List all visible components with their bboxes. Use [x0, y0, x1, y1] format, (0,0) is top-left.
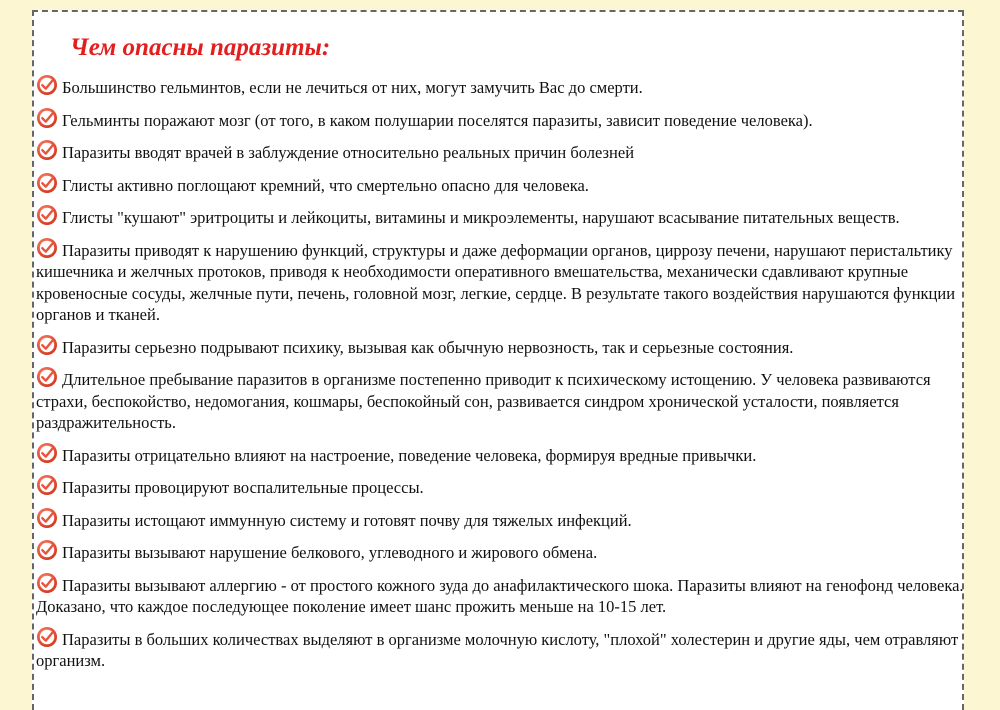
list-item — [36, 507, 966, 540]
list-item-text: Паразиты вызывают нарушение белкового, углеводного и жирового обмена. — [62, 543, 598, 562]
list-item-text: Паразиты истощают иммунную систему и готовят почву для тяжелых инфекций. — [62, 510, 632, 530]
list-item-text: Паразиты отрицательно влияют на настроение, поведение человека, формируя вредные привычки. — [62, 445, 757, 465]
red-checkmark-icon — [36, 539, 58, 561]
red-checkmark-icon — [36, 204, 58, 226]
list-item — [36, 442, 966, 475]
list-item — [36, 74, 966, 107]
list-item — [36, 334, 966, 367]
red-checkmark-icon — [36, 474, 58, 496]
list-item-text: Гельминты поражают мозг (от того, в каком полушарии поселятся паразиты, зависит поведение человека). — [62, 110, 813, 130]
list-item — [36, 366, 966, 442]
list-item-text: Паразиты в больших количествах выделяют в организме молочную кислоту, "плохой" холестерин и другие яды, чем отравляют организм. — [36, 629, 959, 670]
list-item-text: Большинство гельминтов, если не лечиться от них, могут замучить Вас до смерти. — [62, 78, 643, 97]
list-item — [36, 107, 966, 140]
red-checkmark-icon — [36, 107, 58, 129]
list-item — [36, 539, 966, 572]
page-title: Чем опасны паразиты: — [70, 34, 331, 61]
list-item — [36, 572, 966, 626]
red-checkmark-icon — [36, 237, 58, 259]
red-checkmark-icon — [36, 334, 58, 356]
list-item-text: Паразиты серьезно подрывают психику, вызывая как обычную нервозность, так и серьезные состояния. — [62, 337, 794, 357]
list-item — [36, 626, 966, 680]
list-item-text: Паразиты приводят к нарушению функций, структуры и даже деформации органов, циррозу печени, нарушают перистальтику кишечника и желчных протоков, приводя к необходимости оперативного вмешательства, механически сдавливают крупные кровеносные сосуды, желчные пути, печень, головной мозг, легкие, сердце. В результате такого воздействия нарушаются функции органов и тканей. — [36, 240, 956, 324]
red-checkmark-icon — [36, 507, 58, 529]
red-checkmark-icon — [36, 139, 58, 161]
list-item — [36, 204, 966, 237]
red-checkmark-icon — [36, 172, 58, 194]
danger-list — [36, 74, 966, 680]
list-item-text: Длительное пребывание паразитов в организме постепенно приводит к психическому истощению. У человека развиваются страхи, беспокойство, недомогания, кошмары, беспокойный сон, развивается синдром хронической усталости, появляется раздражительность. — [36, 370, 931, 432]
list-item — [36, 172, 966, 205]
list-item — [36, 474, 966, 507]
content-panel — [32, 10, 964, 710]
red-checkmark-icon — [36, 626, 58, 648]
list-item-text: Паразиты вызывают аллергию - от простого кожного зуда до анафилактического шока. Паразиты влияют на генофонд человека. Доказано, что каждое последующее поколение имеет шанс прожить меньше на 10-15 лет. — [36, 575, 964, 616]
red-checkmark-icon — [36, 74, 58, 96]
list-item-text: Паразиты вводят врачей в заблуждение относительно реальных причин болезней — [62, 143, 635, 162]
list-item-text: Паразиты провоцируют воспалительные процессы. — [62, 478, 424, 497]
red-checkmark-icon — [36, 572, 58, 594]
red-checkmark-icon — [36, 442, 58, 464]
red-checkmark-icon — [36, 366, 58, 388]
list-item-text: Глисты активно поглощают кремний, что смертельно опасно для человека. — [62, 175, 589, 195]
list-item — [36, 139, 966, 172]
list-item — [36, 237, 966, 334]
list-item-text: Глисты "кушают" эритроциты и лейкоциты, витамины и микроэлементы, нарушают всасывание питательных веществ. — [62, 208, 900, 227]
